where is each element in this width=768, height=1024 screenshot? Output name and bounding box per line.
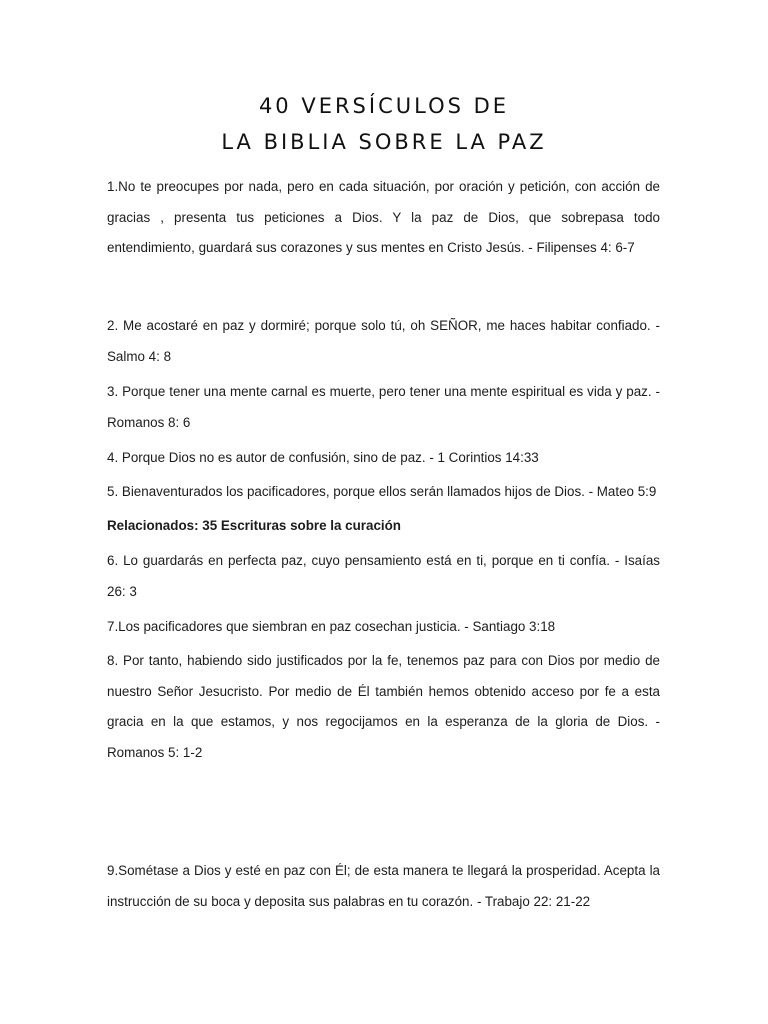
- verse-paragraph-4: 4. Porque Dios no es autor de confusión, sino de paz. - 1 Corintios 14:33: [107, 450, 539, 465]
- verse-paragraph-5: 5. Bienaventurados los pacificadores, porque ellos serán llamados hijos de Dios. - Mateo 5:9: [107, 484, 657, 499]
- verse-paragraph-1: 1.No te preocupes por nada, pero en cada situación, por oración y petición, con acción de gracias , presenta tus peticiones a Dios. Y la paz de Dios, que sobrepasa todo entendimiento, guardará sus corazones y sus mentes en Cristo Jesús. - Filipenses 4: 6-7: [107, 179, 660, 255]
- verse-paragraph-2: 2. Me acostaré en paz y dormiré; porque solo tú, oh SEÑOR, me haces habitar confiado. - Salmo 4: 8: [107, 318, 660, 364]
- page-title-line-1: 40 VERSÍCULOS DE: [258, 94, 510, 118]
- verse-paragraph-8: 8. Por tanto, habiendo sido justificados por la fe, tenemos paz para con Dios por medio de nuestro Señor Jesucristo. Por medio de Él también hemos obtenido acceso por fe a esta gracia en la que estamos, y nos regocijamos en la esperanza de la gloria de Dios. - Romanos 5: 1-2: [107, 653, 660, 760]
- verse-paragraph-6: 6. Lo guardarás en perfecta paz, cuyo pensamiento está en ti, porque en ti confía. - Isaías 26: 3: [107, 553, 660, 599]
- page-title-line-2: LA BIBLIA SOBRE LA PAZ: [221, 130, 547, 154]
- verse-paragraph-3: 3. Porque tener una mente carnal es muerte, pero tener una mente espiritual es vida y paz. - Romanos 8: 6: [107, 384, 660, 430]
- related-link-heading: Relacionados: 35 Escrituras sobre la curación: [107, 518, 401, 533]
- verse-paragraph-9: 9.Sométase a Dios y esté en paz con Él; de esta manera te llegará la prosperidad. Acepta la instrucción de su boca y deposita sus palabras en tu corazón. - Trabajo 22: 21-22: [107, 863, 660, 909]
- verse-paragraph-7: 7.Los pacificadores que siembran en paz cosechan justicia. - Santiago 3:18: [107, 619, 556, 634]
